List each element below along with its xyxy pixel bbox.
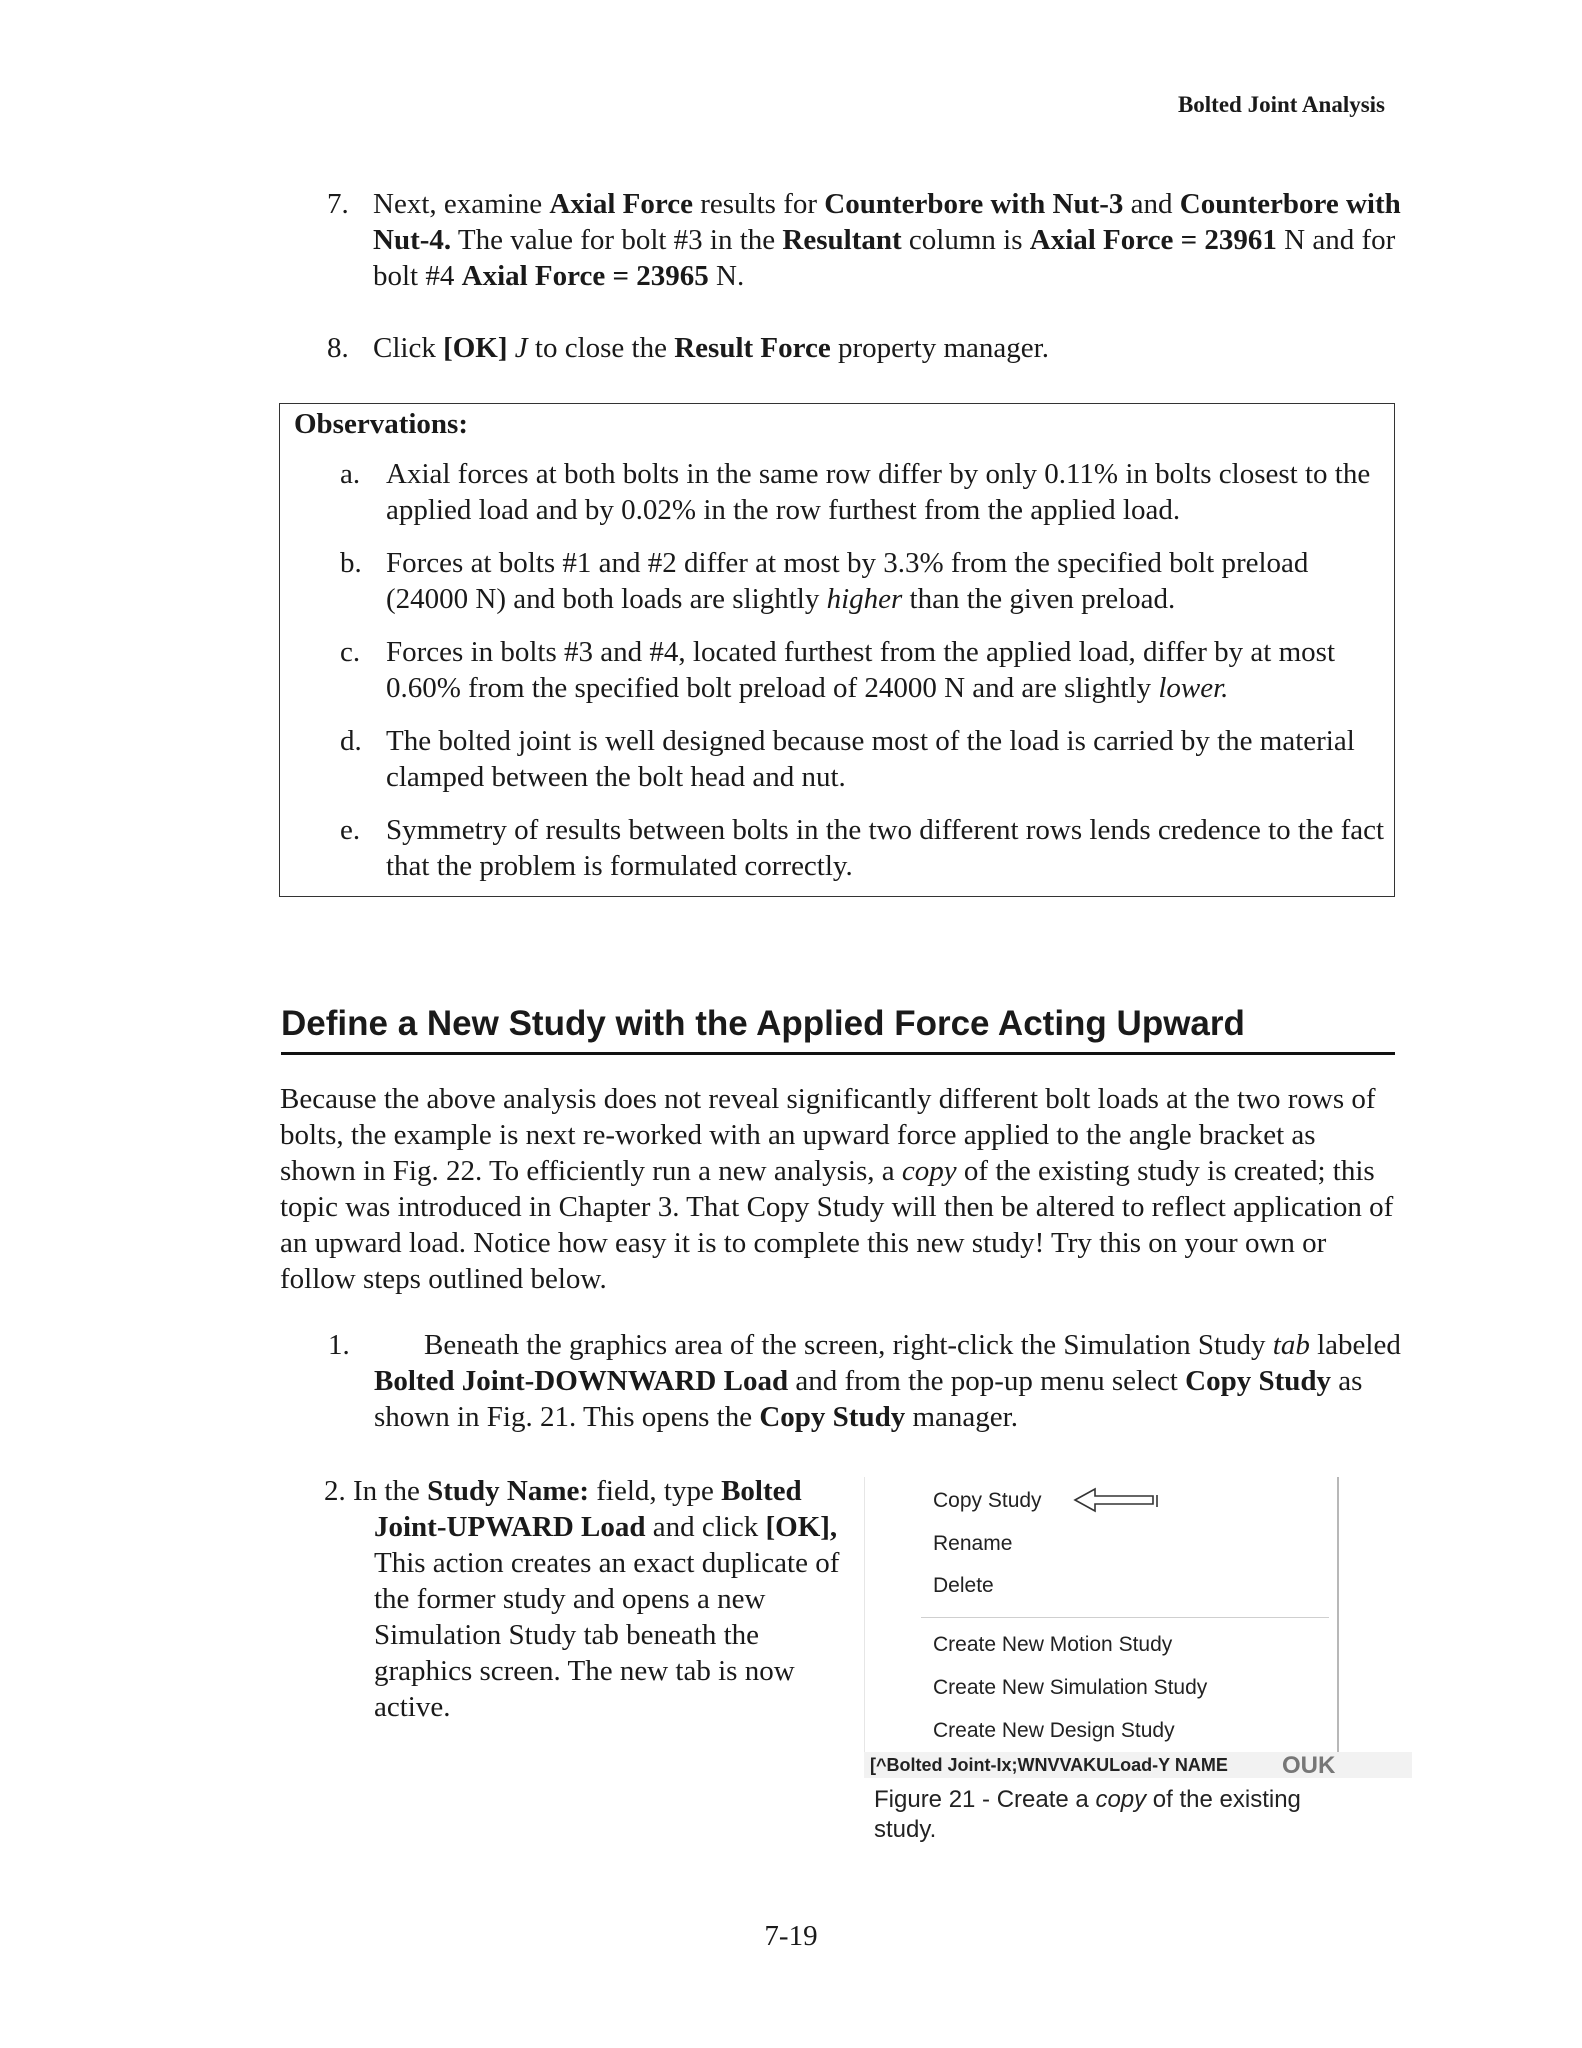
step-7 — [327, 186, 1417, 294]
item-text — [340, 634, 1390, 706]
bold-run: Counterbore with Nut-3 — [824, 188, 1124, 220]
item-label: d. — [340, 725, 362, 757]
study-tab-label[interactable]: [^Bolted Joint-Ix;WNVVAKULoad-Y NAME — [870, 1755, 1228, 1775]
text-run: and — [1123, 188, 1180, 220]
observation-e — [340, 812, 1390, 884]
observation-b — [340, 545, 1390, 617]
observations-title: Observations: — [294, 408, 468, 440]
bold-run: Axial Force = 23961 — [1029, 224, 1277, 256]
tab-extra-text: OUK — [1282, 1752, 1336, 1779]
item-text: Symmetry of results between bolts in the two different rows lends credence to the fact that the problem is formulated correctly. — [386, 814, 1385, 882]
italic-run: copy — [1095, 1786, 1147, 1813]
menu-item-rename[interactable]: Rename — [933, 1532, 1013, 1555]
italic-run: tab — [1272, 1329, 1310, 1361]
text-run: N and for bolt #4 — [373, 224, 1396, 292]
left-arrow-icon — [1073, 1487, 1163, 1519]
text-run: of the existing study is created; this topic was introduced in Chapter 3. That Copy Study will then be altered to reflect application of an upward load. Notice how easy it is to complete this new study! Try this on your own or follow steps outlined below. — [280, 1155, 1394, 1295]
bold-run: Resultant — [782, 224, 902, 256]
section-title: Define a New Study with the Applied Force Acting Upward — [281, 1000, 1395, 1055]
bold-run: Copy Study — [759, 1401, 906, 1433]
menu-item-create-design-study[interactable]: Create New Design Study — [933, 1719, 1175, 1742]
text-run: than the given preload. — [902, 583, 1176, 615]
bold-run: Copy Study — [1185, 1365, 1331, 1397]
bold-run: Result Force — [674, 332, 831, 364]
step-text — [324, 1473, 844, 1725]
text-run: field, type — [589, 1475, 722, 1507]
italic-run: higher — [826, 583, 903, 615]
figure-caption — [874, 1785, 1354, 1845]
text-run: N. — [708, 260, 745, 292]
bold-run: Axial Force = 23965 — [461, 260, 709, 292]
text-run: labeled — [1309, 1329, 1401, 1361]
observation-d — [340, 723, 1390, 795]
text-run: Click — [373, 332, 444, 364]
text-run: Forces at bolts #1 and #2 differ at most by 3.3% from the specified bolt preload (24000 N) and both loads are slightly — [386, 547, 1309, 615]
item-label: e. — [340, 814, 361, 846]
step-1 — [328, 1327, 1418, 1435]
text-run: Forces in bolts #3 and #4, located furthest from the applied load, differ by at most 0.60% from the specified bolt preload of 24000 N and are slightly — [386, 636, 1335, 704]
study-tab-strip[interactable] — [864, 1752, 1412, 1778]
bold-run: Bolted Joint-DOWNWARD Load — [374, 1365, 789, 1397]
step-2 — [324, 1473, 844, 1725]
step-number: 8. — [327, 332, 349, 364]
intro-paragraph — [280, 1081, 1395, 1297]
menu-item-copy-study[interactable]: Copy Study — [933, 1489, 1042, 1512]
step-number: 7. — [327, 188, 349, 220]
text-run: of the existing study. — [874, 1786, 1301, 1843]
text-run: and from the pop-up menu select — [788, 1365, 1186, 1397]
step-text — [327, 186, 1417, 294]
italic-run: lower. — [1158, 672, 1229, 704]
bold-run: Counterbore with Nut-4. — [373, 188, 1401, 256]
text-run: to close the — [527, 332, 675, 364]
text-run: manager. — [905, 1401, 1018, 1433]
text-run: property manager. — [830, 332, 1049, 364]
menu-item-create-simulation-study[interactable]: Create New Simulation Study — [933, 1676, 1208, 1699]
bold-run: [OK] — [443, 332, 508, 364]
text-run: Beneath the graphics area of the screen, right-click the Simulation Study — [424, 1329, 1273, 1361]
page-number: 7-19 — [764, 1920, 818, 1952]
text-run: and click — [645, 1511, 766, 1543]
item-text — [340, 545, 1390, 617]
text-run: as shown in Fig. 21. This opens the — [374, 1365, 1363, 1433]
item-text: Axial forces at both bolts in the same row differ by only 0.11% in bolts closest to the applied load and by 0.02% in the row furthest from the applied load. — [386, 458, 1371, 526]
text-run: Figure 21 - Create a — [874, 1786, 1096, 1813]
step-8 — [327, 330, 1417, 366]
step-text — [328, 1327, 1418, 1435]
running-head: Bolted Joint Analysis — [1177, 92, 1385, 117]
item-label: b. — [340, 547, 362, 579]
text-run: column is — [901, 224, 1030, 256]
bold-run: Axial Force — [549, 188, 693, 220]
item-label: a. — [340, 458, 361, 490]
text-run: This action creates an exact duplicate of the former study and opens a new Simulation Study tab beneath the graphics screen. The new tab is now active. — [374, 1547, 840, 1723]
text-run: Because the above analysis does not reveal significantly different bolt loads at the two rows of bolts, the example is next re-worked with an upward force applied to the angle bracket as shown in Fig. 22. To efficiently run a new analysis, a — [280, 1083, 1376, 1187]
menu-item-create-motion-study[interactable]: Create New Motion Study — [933, 1633, 1173, 1656]
step-number: 1. — [328, 1329, 350, 1361]
bold-run: [OK], — [765, 1511, 838, 1543]
bold-run: Bolted Joint-UPWARD Load — [374, 1475, 802, 1543]
text-run: 2. In the — [324, 1475, 428, 1507]
item-text: The bolted joint is well designed because most of the load is carried by the material clamped between the bolt head and nut. — [386, 725, 1355, 793]
text-run: results for — [692, 188, 825, 220]
context-menu — [864, 1477, 1339, 1757]
text-run: Next, examine — [373, 188, 550, 220]
text-run: The value for bolt #3 in the — [451, 224, 783, 256]
bold-run: Study Name: — [427, 1475, 590, 1507]
italic-run: copy — [901, 1155, 957, 1187]
menu-separator — [921, 1617, 1329, 1618]
menu-item-delete[interactable]: Delete — [933, 1574, 994, 1597]
item-label: c. — [340, 636, 361, 668]
observation-a — [340, 456, 1390, 528]
step-text — [327, 330, 1417, 366]
observation-c — [340, 634, 1390, 706]
italic-run: J — [507, 332, 528, 364]
